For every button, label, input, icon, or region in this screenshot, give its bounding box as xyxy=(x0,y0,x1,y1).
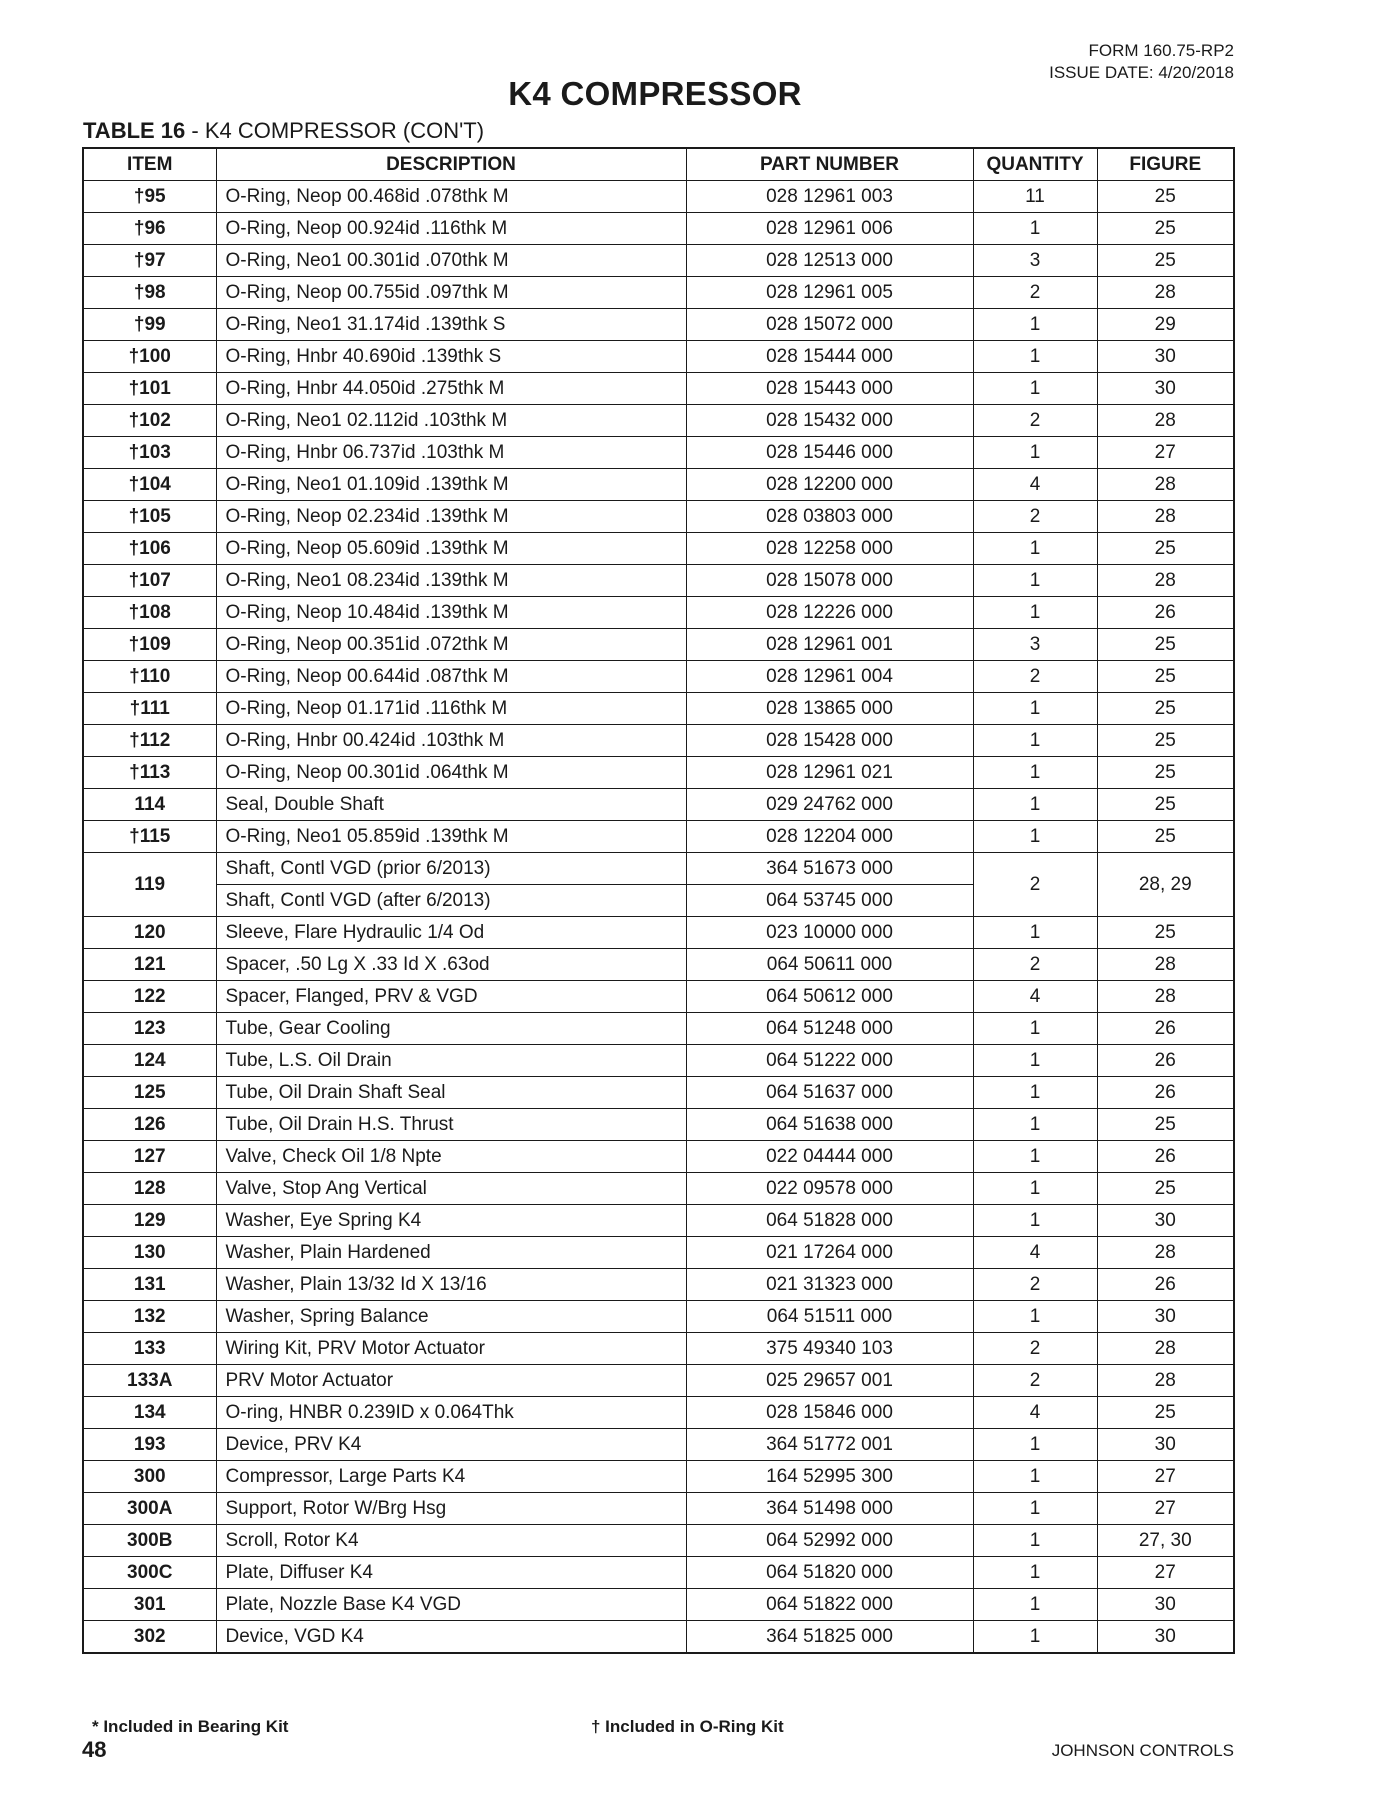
quantity-cell: 1 xyxy=(973,1013,1097,1045)
table-row xyxy=(83,1141,1234,1173)
footnote-oring-kit: † Included in O-Ring Kit xyxy=(591,1717,784,1736)
part-number-cell: 028 12258 000 xyxy=(686,533,973,565)
figure-cell: 27 xyxy=(1097,437,1234,469)
table-row xyxy=(83,277,1234,309)
quantity-cell: 11 xyxy=(973,181,1097,213)
table-body-lower xyxy=(83,917,1234,1654)
part-number-cell: 364 51825 000 xyxy=(686,1621,973,1654)
figure-cell: 30 xyxy=(1097,1205,1234,1237)
quantity-cell: 1 xyxy=(973,565,1097,597)
item-cell: †112 xyxy=(83,725,216,757)
description-cell: Compressor, Large Parts K4 xyxy=(216,1461,686,1493)
quantity-cell: 1 xyxy=(973,341,1097,373)
item-cell: 114 xyxy=(83,789,216,821)
quantity-cell: 4 xyxy=(973,1397,1097,1429)
item-cell: †111 xyxy=(83,693,216,725)
item-cell: †106 xyxy=(83,533,216,565)
part-number-cell: 028 12200 000 xyxy=(686,469,973,501)
table-label: TABLE 16 xyxy=(83,118,186,143)
figure-cell: 28 xyxy=(1097,405,1234,437)
column-header-item: ITEM xyxy=(83,148,216,181)
description-cell: O-ring, HNBR 0.239ID x 0.064Thk xyxy=(216,1397,686,1429)
figure-cell: 25 xyxy=(1097,533,1234,565)
figure-cell: 27 xyxy=(1097,1557,1234,1589)
figure-cell: 25 xyxy=(1097,693,1234,725)
table-row xyxy=(83,917,1234,949)
issue-date: ISSUE DATE: 4/20/2018 xyxy=(1049,63,1234,82)
part-number-cell: 064 51820 000 xyxy=(686,1557,973,1589)
quantity-cell: 1 xyxy=(973,1429,1097,1461)
description-cell: O-Ring, Neop 00.924id .116thk M xyxy=(216,213,686,245)
item-cell: 300C xyxy=(83,1557,216,1589)
figure-cell: 30 xyxy=(1097,1621,1234,1654)
item-cell: 120 xyxy=(83,917,216,949)
description-cell: O-Ring, Neo1 08.234id .139thk M xyxy=(216,565,686,597)
part-number-cell: 064 51828 000 xyxy=(686,1205,973,1237)
quantity-cell: 3 xyxy=(973,629,1097,661)
item-cell: †95 xyxy=(83,181,216,213)
figure-cell: 30 xyxy=(1097,1429,1234,1461)
table-row xyxy=(83,949,1234,981)
figure-cell: 26 xyxy=(1097,1269,1234,1301)
description-cell: Spacer, .50 Lg X .33 Id X .63od xyxy=(216,949,686,981)
item-cell: 133A xyxy=(83,1365,216,1397)
description-cell: O-Ring, Hnbr 00.424id .103thk M xyxy=(216,725,686,757)
table-row xyxy=(83,213,1234,245)
figure-cell: 26 xyxy=(1097,1045,1234,1077)
part-number-cell: 028 13865 000 xyxy=(686,693,973,725)
description-cell: Tube, Gear Cooling xyxy=(216,1013,686,1045)
item-cell: †105 xyxy=(83,501,216,533)
part-number-cell: 028 15078 000 xyxy=(686,565,973,597)
item-cell: 122 xyxy=(83,981,216,1013)
figure-cell: 26 xyxy=(1097,1141,1234,1173)
description-cell: Washer, Spring Balance xyxy=(216,1301,686,1333)
description-cell: O-Ring, Neop 10.484id .139thk M xyxy=(216,597,686,629)
item-cell: 302 xyxy=(83,1621,216,1654)
description-cell: O-Ring, Neop 01.171id .116thk M xyxy=(216,693,686,725)
description-cell: O-Ring, Hnbr 44.050id .275thk M xyxy=(216,373,686,405)
item-cell: †103 xyxy=(83,437,216,469)
quantity-cell: 1 xyxy=(973,1621,1097,1654)
description-cell: Plate, Nozzle Base K4 VGD xyxy=(216,1589,686,1621)
figure-cell: 27, 30 xyxy=(1097,1525,1234,1557)
quantity-cell: 1 xyxy=(973,789,1097,821)
description-cell: Device, VGD K4 xyxy=(216,1621,686,1654)
item-cell: †109 xyxy=(83,629,216,661)
part-number-cell: 064 51511 000 xyxy=(686,1301,973,1333)
item-cell: †96 xyxy=(83,213,216,245)
quantity-cell: 1 xyxy=(973,1461,1097,1493)
description-cell: O-Ring, Neop 05.609id .139thk M xyxy=(216,533,686,565)
part-number-cell: 364 51498 000 xyxy=(686,1493,973,1525)
figure-cell: 25 xyxy=(1097,789,1234,821)
item-cell: 129 xyxy=(83,1205,216,1237)
item-cell: †101 xyxy=(83,373,216,405)
table-row xyxy=(83,629,1234,661)
table-row xyxy=(83,1333,1234,1365)
item-cell: 130 xyxy=(83,1237,216,1269)
description-cell: O-Ring, Neop 00.644id .087thk M xyxy=(216,661,686,693)
description-cell: Shaft, Contl VGD (prior 6/2013) xyxy=(216,853,686,885)
table-caption-text: - K4 COMPRESSOR (CON'T) xyxy=(185,118,485,143)
description-cell: O-Ring, Neo1 00.301id .070thk M xyxy=(216,245,686,277)
description-cell: Spacer, Flanged, PRV & VGD xyxy=(216,981,686,1013)
quantity-cell: 2 xyxy=(973,405,1097,437)
table-row xyxy=(83,245,1234,277)
figure-cell: 25 xyxy=(1097,1109,1234,1141)
description-cell: O-Ring, Neop 00.468id .078thk M xyxy=(216,181,686,213)
table-row xyxy=(83,661,1234,693)
quantity-cell: 1 xyxy=(973,1077,1097,1109)
item-cell: †110 xyxy=(83,661,216,693)
table-row xyxy=(83,341,1234,373)
item-cell: 126 xyxy=(83,1109,216,1141)
description-cell: Washer, Eye Spring K4 xyxy=(216,1205,686,1237)
column-header-part-number: PART NUMBER xyxy=(686,148,973,181)
part-number-cell: 064 51822 000 xyxy=(686,1589,973,1621)
quantity-cell: 4 xyxy=(973,1237,1097,1269)
part-number-cell: 028 15444 000 xyxy=(686,341,973,373)
figure-cell: 28 xyxy=(1097,277,1234,309)
part-number-cell: 028 12961 006 xyxy=(686,213,973,245)
description-cell: Support, Rotor W/Brg Hsg xyxy=(216,1493,686,1525)
figure-cell: 27 xyxy=(1097,1493,1234,1525)
quantity-cell: 1 xyxy=(973,725,1097,757)
item-cell: †99 xyxy=(83,309,216,341)
table-body-split xyxy=(83,853,1234,917)
table-row xyxy=(83,1365,1234,1397)
description-cell: Sleeve, Flare Hydraulic 1/4 Od xyxy=(216,917,686,949)
table-row xyxy=(83,1205,1234,1237)
part-number-cell: 364 51772 001 xyxy=(686,1429,973,1461)
description-cell: O-Ring, Hnbr 40.690id .139thk S xyxy=(216,341,686,373)
description-cell: PRV Motor Actuator xyxy=(216,1365,686,1397)
table-row xyxy=(83,1397,1234,1429)
item-cell: †115 xyxy=(83,821,216,853)
item-cell: †100 xyxy=(83,341,216,373)
quantity-cell: 1 xyxy=(973,309,1097,341)
part-number-cell: 064 51222 000 xyxy=(686,1045,973,1077)
table-row xyxy=(83,821,1234,853)
part-number-cell: 028 03803 000 xyxy=(686,501,973,533)
table-row xyxy=(83,1301,1234,1333)
table-row xyxy=(83,405,1234,437)
description-cell: O-Ring, Hnbr 06.737id .103thk M xyxy=(216,437,686,469)
table-row xyxy=(83,309,1234,341)
table-row xyxy=(83,1237,1234,1269)
part-number-cell: 064 50612 000 xyxy=(686,981,973,1013)
part-number-cell: 028 12961 005 xyxy=(686,277,973,309)
description-cell: Wiring Kit, PRV Motor Actuator xyxy=(216,1333,686,1365)
quantity-cell: 3 xyxy=(973,245,1097,277)
item-cell: 128 xyxy=(83,1173,216,1205)
item-cell: 300A xyxy=(83,1493,216,1525)
quantity-cell: 2 xyxy=(973,1333,1097,1365)
table-row xyxy=(83,1461,1234,1493)
page-title: K4 COMPRESSOR xyxy=(508,75,802,112)
figure-cell: 28, 29 xyxy=(1097,853,1234,917)
quantity-cell: 1 xyxy=(973,533,1097,565)
table-body-upper xyxy=(83,181,1234,853)
item-cell: 131 xyxy=(83,1269,216,1301)
quantity-cell: 1 xyxy=(973,1205,1097,1237)
table-row xyxy=(83,757,1234,789)
figure-cell: 25 xyxy=(1097,213,1234,245)
part-number-cell: 028 15428 000 xyxy=(686,725,973,757)
description-cell: Device, PRV K4 xyxy=(216,1429,686,1461)
table-row xyxy=(83,853,1234,885)
quantity-cell: 1 xyxy=(973,213,1097,245)
table-row xyxy=(83,1109,1234,1141)
table-row xyxy=(83,1429,1234,1461)
part-number-cell: 064 51248 000 xyxy=(686,1013,973,1045)
part-number-cell: 064 53745 000 xyxy=(686,885,973,917)
quantity-cell: 4 xyxy=(973,981,1097,1013)
description-cell: Valve, Stop Ang Vertical xyxy=(216,1173,686,1205)
quantity-cell: 1 xyxy=(973,757,1097,789)
description-cell: O-Ring, Neop 02.234id .139thk M xyxy=(216,501,686,533)
description-cell: O-Ring, Neo1 01.109id .139thk M xyxy=(216,469,686,501)
description-cell: Washer, Plain Hardened xyxy=(216,1237,686,1269)
quantity-cell: 1 xyxy=(973,1493,1097,1525)
part-number-cell: 028 15446 000 xyxy=(686,437,973,469)
part-number-cell: 064 50611 000 xyxy=(686,949,973,981)
figure-cell: 28 xyxy=(1097,1365,1234,1397)
item-cell: 121 xyxy=(83,949,216,981)
quantity-cell: 1 xyxy=(973,373,1097,405)
figure-cell: 25 xyxy=(1097,661,1234,693)
figure-cell: 25 xyxy=(1097,181,1234,213)
part-number-cell: 164 52995 300 xyxy=(686,1461,973,1493)
item-cell: †108 xyxy=(83,597,216,629)
table-row xyxy=(83,1525,1234,1557)
description-cell: O-Ring, Neo1 02.112id .103thk M xyxy=(216,405,686,437)
figure-cell: 30 xyxy=(1097,341,1234,373)
figure-cell: 25 xyxy=(1097,757,1234,789)
figure-cell: 30 xyxy=(1097,373,1234,405)
description-cell: O-Ring, Neop 00.351id .072thk M xyxy=(216,629,686,661)
item-cell: †113 xyxy=(83,757,216,789)
figure-cell: 25 xyxy=(1097,1397,1234,1429)
part-number-cell: 021 17264 000 xyxy=(686,1237,973,1269)
quantity-cell: 4 xyxy=(973,469,1097,501)
table-row xyxy=(83,533,1234,565)
quantity-cell: 2 xyxy=(973,661,1097,693)
part-number-cell: 064 51638 000 xyxy=(686,1109,973,1141)
quantity-cell: 2 xyxy=(973,1269,1097,1301)
description-cell: Valve, Check Oil 1/8 Npte xyxy=(216,1141,686,1173)
quantity-cell: 2 xyxy=(973,1365,1097,1397)
quantity-cell: 1 xyxy=(973,597,1097,629)
part-number-cell: 028 15443 000 xyxy=(686,373,973,405)
figure-cell: 30 xyxy=(1097,1589,1234,1621)
table-row xyxy=(83,1013,1234,1045)
figure-cell: 25 xyxy=(1097,725,1234,757)
table-row xyxy=(83,1077,1234,1109)
description-cell: Scroll, Rotor K4 xyxy=(216,1525,686,1557)
table-row xyxy=(83,1621,1234,1654)
quantity-cell: 1 xyxy=(973,1109,1097,1141)
table-row xyxy=(83,181,1234,213)
item-cell: †107 xyxy=(83,565,216,597)
part-number-cell: 022 09578 000 xyxy=(686,1173,973,1205)
figure-cell: 26 xyxy=(1097,1013,1234,1045)
item-cell: 125 xyxy=(83,1077,216,1109)
quantity-cell: 1 xyxy=(973,1045,1097,1077)
column-header-figure: FIGURE xyxy=(1097,148,1234,181)
table-row xyxy=(83,1045,1234,1077)
part-number-cell: 028 12961 001 xyxy=(686,629,973,661)
part-number-cell: 028 12226 000 xyxy=(686,597,973,629)
table-row xyxy=(83,981,1234,1013)
table-row xyxy=(83,1173,1234,1205)
figure-cell: 27 xyxy=(1097,1461,1234,1493)
table-row xyxy=(83,469,1234,501)
footnote-bearing-kit: * Included in Bearing Kit xyxy=(92,1717,289,1736)
figure-cell: 28 xyxy=(1097,981,1234,1013)
figure-cell: 25 xyxy=(1097,821,1234,853)
description-cell: Tube, Oil Drain Shaft Seal xyxy=(216,1077,686,1109)
figure-cell: 28 xyxy=(1097,565,1234,597)
quantity-cell: 1 xyxy=(973,821,1097,853)
part-number-cell: 029 24762 000 xyxy=(686,789,973,821)
part-number-cell: 064 51637 000 xyxy=(686,1077,973,1109)
quantity-cell: 2 xyxy=(973,501,1097,533)
quantity-cell: 1 xyxy=(973,1589,1097,1621)
column-header-quantity: QUANTITY xyxy=(973,148,1097,181)
item-cell: 193 xyxy=(83,1429,216,1461)
item-cell: †104 xyxy=(83,469,216,501)
table-row xyxy=(83,1589,1234,1621)
part-number-cell: 028 12204 000 xyxy=(686,821,973,853)
table-caption xyxy=(83,118,484,144)
item-cell: 132 xyxy=(83,1301,216,1333)
part-number-cell: 028 12961 021 xyxy=(686,757,973,789)
parts-table xyxy=(82,147,1235,1654)
part-number-cell: 028 12961 004 xyxy=(686,661,973,693)
description-cell: Tube, L.S. Oil Drain xyxy=(216,1045,686,1077)
item-cell: 127 xyxy=(83,1141,216,1173)
figure-cell: 25 xyxy=(1097,629,1234,661)
figure-cell: 30 xyxy=(1097,1301,1234,1333)
quantity-cell: 1 xyxy=(973,1173,1097,1205)
part-number-cell: 028 15072 000 xyxy=(686,309,973,341)
description-cell: O-Ring, Neo1 31.174id .139thk S xyxy=(216,309,686,341)
table-row xyxy=(83,437,1234,469)
description-cell: Seal, Double Shaft xyxy=(216,789,686,821)
item-cell: 134 xyxy=(83,1397,216,1429)
part-number-cell: 064 52992 000 xyxy=(686,1525,973,1557)
table-row xyxy=(83,1493,1234,1525)
quantity-cell: 1 xyxy=(973,1525,1097,1557)
part-number-cell: 021 31323 000 xyxy=(686,1269,973,1301)
item-cell: 124 xyxy=(83,1045,216,1077)
figure-cell: 28 xyxy=(1097,469,1234,501)
part-number-cell: 025 29657 001 xyxy=(686,1365,973,1397)
table-row xyxy=(83,1269,1234,1301)
part-number-cell: 364 51673 000 xyxy=(686,853,973,885)
quantity-cell: 1 xyxy=(973,693,1097,725)
company-name: JOHNSON CONTROLS xyxy=(1051,1741,1234,1760)
figure-cell: 25 xyxy=(1097,1173,1234,1205)
part-number-cell: 023 10000 000 xyxy=(686,917,973,949)
table-row xyxy=(83,565,1234,597)
figure-cell: 28 xyxy=(1097,1237,1234,1269)
quantity-cell: 2 xyxy=(973,949,1097,981)
item-cell: 133 xyxy=(83,1333,216,1365)
page-number: 48 xyxy=(82,1737,107,1762)
table-header-row xyxy=(83,148,1234,181)
item-cell: †98 xyxy=(83,277,216,309)
item-cell: †97 xyxy=(83,245,216,277)
description-cell: Shaft, Contl VGD (after 6/2013) xyxy=(216,885,686,917)
table-row xyxy=(83,373,1234,405)
table-row xyxy=(83,501,1234,533)
item-cell: 119 xyxy=(83,853,216,917)
quantity-cell: 2 xyxy=(973,853,1097,917)
figure-cell: 28 xyxy=(1097,501,1234,533)
figure-cell: 28 xyxy=(1097,949,1234,981)
description-cell: O-Ring, Neo1 05.859id .139thk M xyxy=(216,821,686,853)
description-cell: Plate, Diffuser K4 xyxy=(216,1557,686,1589)
part-number-cell: 028 12513 000 xyxy=(686,245,973,277)
part-number-cell: 028 15846 000 xyxy=(686,1397,973,1429)
quantity-cell: 1 xyxy=(973,437,1097,469)
table-row xyxy=(83,693,1234,725)
part-number-cell: 022 04444 000 xyxy=(686,1141,973,1173)
description-cell: O-Ring, Neop 00.301id .064thk M xyxy=(216,757,686,789)
item-cell: 123 xyxy=(83,1013,216,1045)
item-cell: 300B xyxy=(83,1525,216,1557)
figure-cell: 25 xyxy=(1097,245,1234,277)
part-number-cell: 028 15432 000 xyxy=(686,405,973,437)
figure-cell: 28 xyxy=(1097,1333,1234,1365)
item-cell: 301 xyxy=(83,1589,216,1621)
table-row xyxy=(83,789,1234,821)
item-cell: 300 xyxy=(83,1461,216,1493)
figure-cell: 26 xyxy=(1097,1077,1234,1109)
table-row xyxy=(83,597,1234,629)
quantity-cell: 1 xyxy=(973,1141,1097,1173)
part-number-cell: 375 49340 103 xyxy=(686,1333,973,1365)
figure-cell: 29 xyxy=(1097,309,1234,341)
table-row xyxy=(83,725,1234,757)
description-cell: Tube, Oil Drain H.S. Thrust xyxy=(216,1109,686,1141)
quantity-cell: 2 xyxy=(973,277,1097,309)
item-cell: †102 xyxy=(83,405,216,437)
quantity-cell: 1 xyxy=(973,1557,1097,1589)
quantity-cell: 1 xyxy=(973,1301,1097,1333)
form-number: FORM 160.75-RP2 xyxy=(1088,41,1234,60)
description-cell: Washer, Plain 13/32 Id X 13/16 xyxy=(216,1269,686,1301)
description-cell: O-Ring, Neop 00.755id .097thk M xyxy=(216,277,686,309)
figure-cell: 26 xyxy=(1097,597,1234,629)
table-row xyxy=(83,1557,1234,1589)
part-number-cell: 028 12961 003 xyxy=(686,181,973,213)
column-header-description: DESCRIPTION xyxy=(216,148,686,181)
figure-cell: 25 xyxy=(1097,917,1234,949)
quantity-cell: 1 xyxy=(973,917,1097,949)
